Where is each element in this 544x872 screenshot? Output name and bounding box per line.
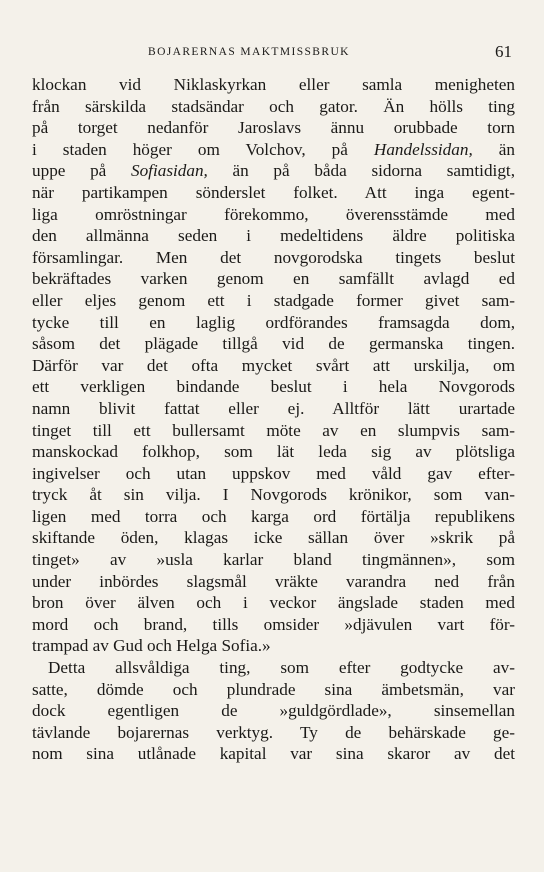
text-line: eller eljes genom ett i stadgade former givet sam- — [32, 290, 515, 310]
text-line: skiftande öden, klagas icke sällan över »skrik på — [32, 528, 515, 548]
text-line: nom sina utlånade kapital var sina skaror av det — [32, 744, 515, 764]
text-line: tycke till en laglig ordförandes framsagda dom, — [32, 312, 515, 332]
text-run: uppe på — [32, 161, 131, 181]
text-line: Därför var det ofta mycket svårt att urskilja, om — [32, 355, 515, 375]
text-line: namn blivit fattat eller ej. Alltför lätt urartade — [32, 398, 515, 418]
page-number: 61 — [495, 42, 512, 61]
text-line: tävlande bojarernas verktyg. Ty de behärskade ge- — [32, 722, 515, 742]
text-run: än — [472, 139, 515, 159]
italic-place-name: Handelssidan, — [373, 139, 473, 159]
text-line: församlingar. Men det novgorodska tingets beslut — [32, 247, 515, 267]
text-line: ligen med torra och karga ord förtälja republikens — [32, 506, 515, 526]
italic-place-name: Sofiasidan, — [130, 161, 208, 181]
text-line — [32, 139, 515, 161]
text-line: ingivelser och utan uppskov med våld gav efter- — [32, 463, 515, 483]
text-run: än på båda sidorna samtidigt, — [207, 161, 515, 181]
text-line: tryck åt sin vilja. I Novgorods krönikor, som van- — [32, 485, 515, 505]
text-line: från särskilda stadsändar och gator. Än hölls ting — [32, 96, 515, 116]
body-text — [32, 74, 515, 765]
text-line: klockan vid Niklaskyrkan eller samla menigheten — [32, 75, 515, 94]
text-line: under inbördes slagsmål vräkte varandra ned från — [32, 571, 515, 591]
text-line: såsom det plägade tillgå vid de germanska tingen. — [32, 334, 515, 354]
text-line: när partikampen sönderslet folket. Att inga egent- — [32, 182, 515, 202]
text-line: tinget till ett bullersamt möte av en slumpvis sam- — [32, 420, 515, 440]
text-line: bron över älven och i veckor ängslade staden med — [32, 593, 515, 613]
text-line: trampad av Gud och Helga Sofia.» — [32, 636, 271, 656]
text-line: liga omröstningar förekommo, överensstämde med — [32, 204, 515, 224]
text-run: i staden höger om Volchov, på — [32, 139, 374, 159]
text-line: mord och brand, tills omsider »djävulen vart för- — [32, 614, 515, 634]
text-line: Detta allsvåldiga ting, som efter godtycke av- — [48, 658, 515, 678]
running-title: BOJARERNAS MAKTMISSBRUK — [148, 46, 350, 58]
text-line: satte, dömde och plundrade sina ämbetsmän, var — [32, 679, 515, 699]
text-line: ett verkligen bindande beslut i hela Novgorods — [32, 377, 515, 397]
text-line: dock egentligen de »guldgördlade», sinsemellan — [32, 701, 515, 721]
text-line: bekräftades varken genom en samfällt avlagd ed — [32, 269, 515, 289]
text-line: manskockad folkhop, som lät leda sig av plötsliga — [32, 442, 515, 462]
text-line — [32, 160, 515, 182]
text-line: tinget» av »usla karlar bland tingmännen», som — [32, 550, 515, 570]
text-line: den allmänna seden i medeltidens äldre politiska — [32, 226, 515, 246]
text-line: på torget nedanför Jaroslavs ännu orubbade torn — [32, 118, 515, 138]
